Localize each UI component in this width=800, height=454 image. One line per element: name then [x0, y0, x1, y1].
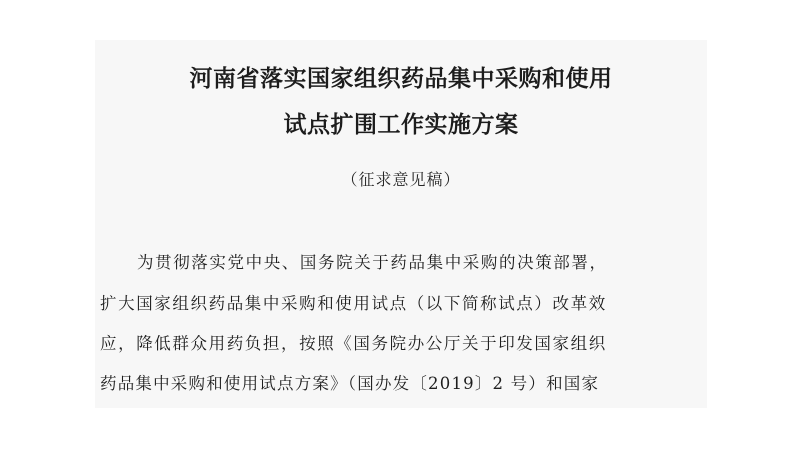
document-title-line1: 河南省落实国家组织药品集中采购和使用 [189, 65, 613, 92]
body-line: 药品集中采购和使用试点方案》（国办发〔2019〕2 号）和国家 [100, 374, 600, 393]
body-line: 扩大国家组织药品集中采购和使用试点（以下简称试点）改革效 [100, 294, 607, 313]
body-line: 应，降低群众用药负担，按照《国务院办公厅关于印发国家组织 [100, 334, 607, 353]
document-title-line2: 试点扩围工作实施方案 [283, 111, 519, 138]
document-scan [95, 40, 707, 408]
document-subtitle: （征求意见稿） [341, 170, 461, 189]
body-line: 为贯彻落实党中央、国务院关于药品集中采购的决策部署， [137, 253, 608, 272]
